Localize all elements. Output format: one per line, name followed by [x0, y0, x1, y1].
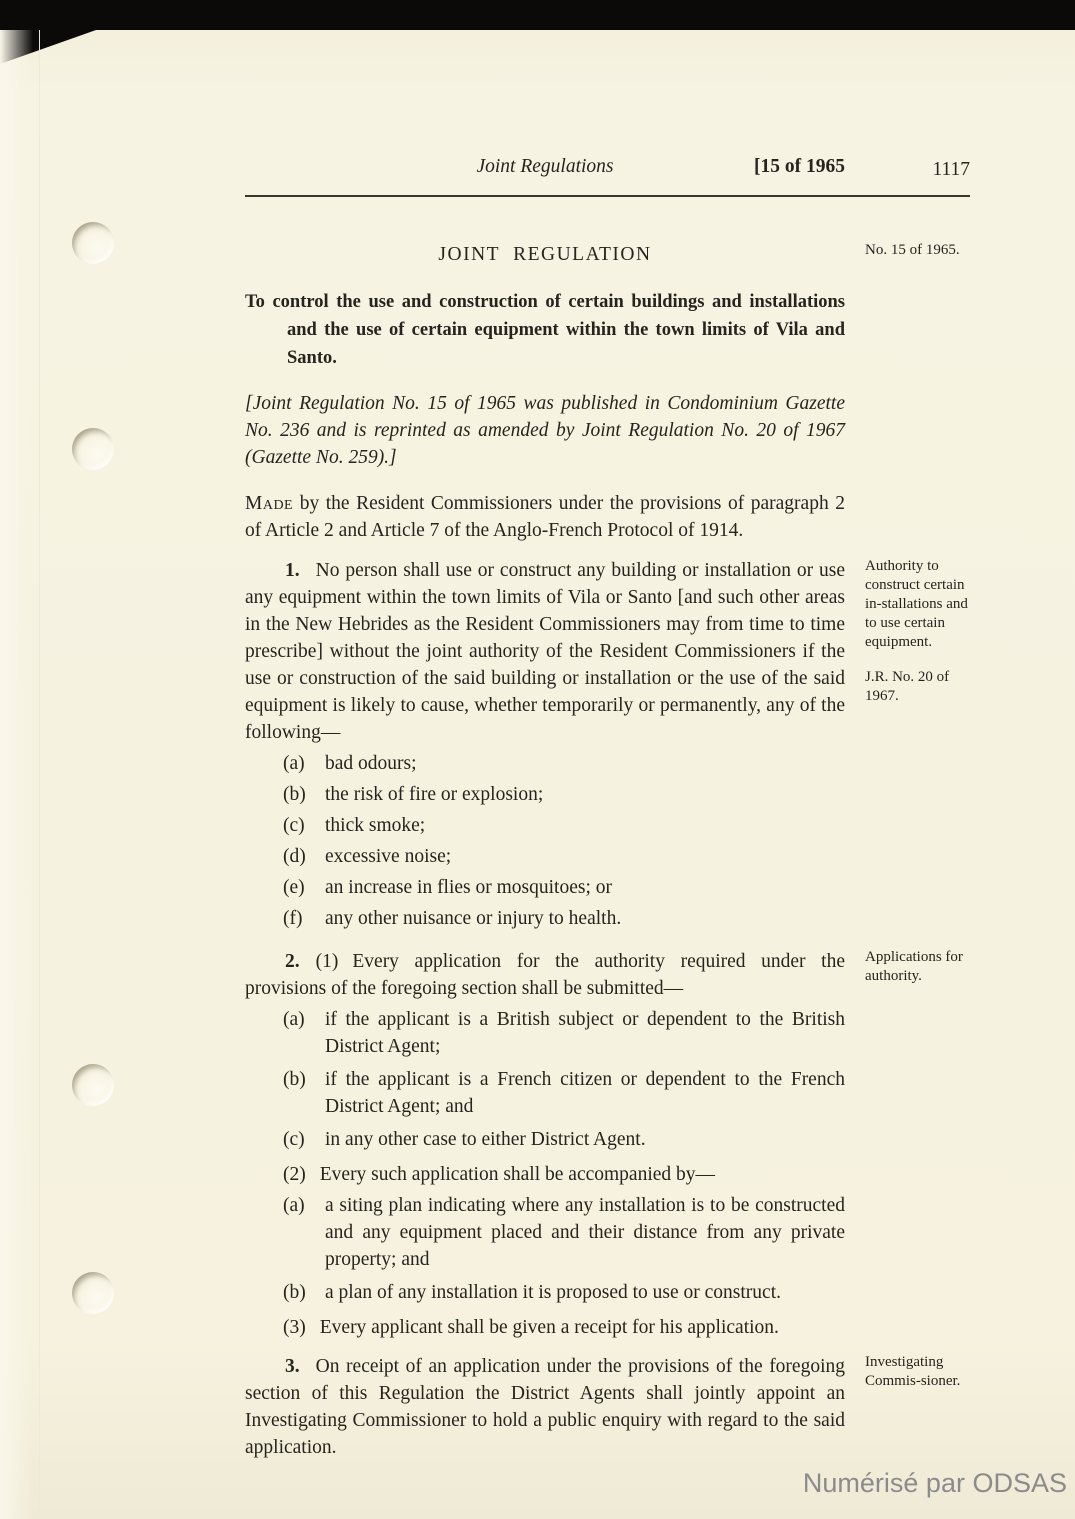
list-item	[245, 905, 845, 932]
list-item	[245, 1126, 845, 1153]
list-item-label: (a)	[283, 1009, 305, 1030]
list-item-label: (c)	[283, 1129, 305, 1150]
section-1-row	[245, 557, 970, 746]
publication-note: [Joint Regulation No. 15 of 1965 was published in Condominium Gazette No. 236 and is reprinted as amended by Joint Regulation No. 20 of 1967 (Gazette No. 259).]	[245, 393, 845, 468]
enacting-text: by the Resident Commissioners under the provisions of paragraph 2 of Article 2 and Article 7 of the Anglo-French Protocol of 1914.	[245, 493, 845, 541]
margin-note-regulation-number: No. 15 of 1965.	[865, 242, 960, 258]
list-item	[245, 1279, 845, 1306]
section-1-margin-notes	[865, 557, 970, 706]
section-2-sub-2-list-row	[245, 1192, 970, 1306]
page-header	[245, 156, 970, 197]
list-item-label: (d)	[283, 846, 306, 867]
margin-note-jr-20-1967: J.R. No. 20 of 1967.	[865, 669, 950, 704]
punch-hole	[72, 1064, 114, 1106]
enacting-lead: Made	[245, 493, 294, 514]
scan-watermark: Numérisé par ODSAS	[802, 1468, 1067, 1498]
subject-row	[245, 288, 970, 372]
section-2-paragraph	[245, 948, 845, 1002]
section-2-sub-2-text: Every such application shall be accompanied by—	[319, 1164, 716, 1185]
issue-number: [15 of 1965	[754, 156, 845, 177]
section-1-list-row	[245, 750, 970, 932]
list-item	[245, 843, 845, 870]
list-item-text: any other nuisance or injury to health.	[325, 908, 622, 929]
list-item	[245, 750, 845, 777]
section-2-sub-2-list	[245, 1192, 845, 1306]
list-item-text: if the applicant is a French citizen or dependent to the French District Agent; and	[325, 1069, 845, 1117]
section-1-text: No person shall use or construct any building or installation or use any equipment within the town limits of Vila or Santo [and such other areas in the New Hebrides as the Resident Commissioners may from time to time prescribe] without the joint authority of the Resident Commissioners if the use or construction of the said building or installation or the use of the said equipment is likely to cause, whether temporarily or permanently, any of the following—	[245, 560, 845, 743]
section-2-sub-2-row	[245, 1161, 970, 1188]
list-item-label: (a)	[283, 1195, 305, 1216]
subject-heading: To control the use and construction of certain buildings and installations and the use of certain equipment within the town limits of Vila and Santo.	[245, 292, 845, 368]
section-3-paragraph	[245, 1353, 845, 1461]
scan-edge-top	[0, 0, 1075, 30]
section-2-sub-1-label: (1)	[315, 951, 339, 972]
section-2-sub-3-text: Every applicant shall be given a receipt for his application.	[319, 1317, 779, 1338]
list-item	[245, 1066, 845, 1120]
punch-hole	[72, 1272, 114, 1314]
section-2-sub-1-list	[245, 1006, 845, 1153]
list-item-label: (b)	[283, 784, 306, 805]
list-item-text: if the applicant is a British subject or dependent to the British District Agent;	[325, 1009, 845, 1057]
list-item	[245, 1006, 845, 1060]
running-title: Joint Regulations	[476, 156, 614, 177]
section-3-row	[245, 1353, 970, 1461]
section-2-number: 2.	[285, 951, 300, 972]
list-item-label: (e)	[283, 877, 305, 898]
margin-note-applications: Applications for authority.	[865, 949, 963, 984]
list-item-label: (c)	[283, 815, 305, 836]
section-3-number: 3.	[285, 1356, 300, 1377]
enacting-row	[245, 490, 970, 544]
list-item-text: an increase in flies or mosquitoes; or	[325, 877, 613, 898]
section-2-sub-2-label: (2)	[283, 1164, 306, 1185]
title-row	[245, 241, 970, 268]
list-item-text: a siting plan indicating where any installation is to be constructed and any equipment placed and their distance from any private property; and	[325, 1195, 845, 1270]
list-item-label: (f)	[283, 908, 303, 929]
margin-note-investigating-commissioner: Investigating Commis-sioner.	[865, 1354, 961, 1389]
publication-note-row	[245, 390, 970, 471]
document-body	[245, 156, 970, 1461]
section-2-sub-3-paragraph	[245, 1314, 845, 1341]
enacting-paragraph	[245, 490, 845, 544]
list-item	[245, 812, 845, 839]
list-item	[245, 781, 845, 808]
list-item-text: bad odours;	[325, 753, 417, 774]
section-1-number: 1.	[285, 560, 300, 581]
margin-note-authority: Authority to construct certain in-stallations and to use certain equipment.	[865, 558, 968, 650]
section-2-sub-2-paragraph	[245, 1161, 845, 1188]
list-item-text: in any other case to either District Agent.	[325, 1129, 646, 1150]
list-item	[245, 874, 845, 901]
punch-hole	[72, 428, 114, 470]
page-number: 1117	[932, 159, 970, 180]
punch-hole	[72, 222, 114, 264]
list-item-label: (b)	[283, 1282, 306, 1303]
section-2-row	[245, 948, 970, 1002]
section-1-paragraph	[245, 557, 845, 746]
list-item-text: excessive noise;	[325, 846, 452, 867]
list-item-text: the risk of fire or explosion;	[325, 784, 544, 805]
list-item-text: a plan of any installation it is proposed to use or construct.	[325, 1282, 781, 1303]
list-item-label: (b)	[283, 1069, 306, 1090]
section-1-list	[245, 750, 845, 932]
section-2-sub-3-row	[245, 1314, 970, 1341]
paper-left-edge	[0, 30, 40, 1519]
section-3-text: On receipt of an application under the provisions of the foregoing section of this Regulation the District Agents shall jointly appoint an Investigating Commissioner to hold a public enquiry with regard to the said application.	[245, 1356, 845, 1458]
list-item-label: (a)	[283, 753, 305, 774]
list-item	[245, 1192, 845, 1273]
section-2-sub-3-label: (3)	[283, 1317, 306, 1338]
document-title: JOINT REGULATION	[438, 244, 652, 265]
section-2-sub-1-list-row	[245, 1006, 970, 1153]
list-item-text: thick smoke;	[325, 815, 426, 836]
section-2-sub-1-text: Every application for the authority required under the provisions of the foregoing section shall be submitted—	[245, 951, 845, 999]
